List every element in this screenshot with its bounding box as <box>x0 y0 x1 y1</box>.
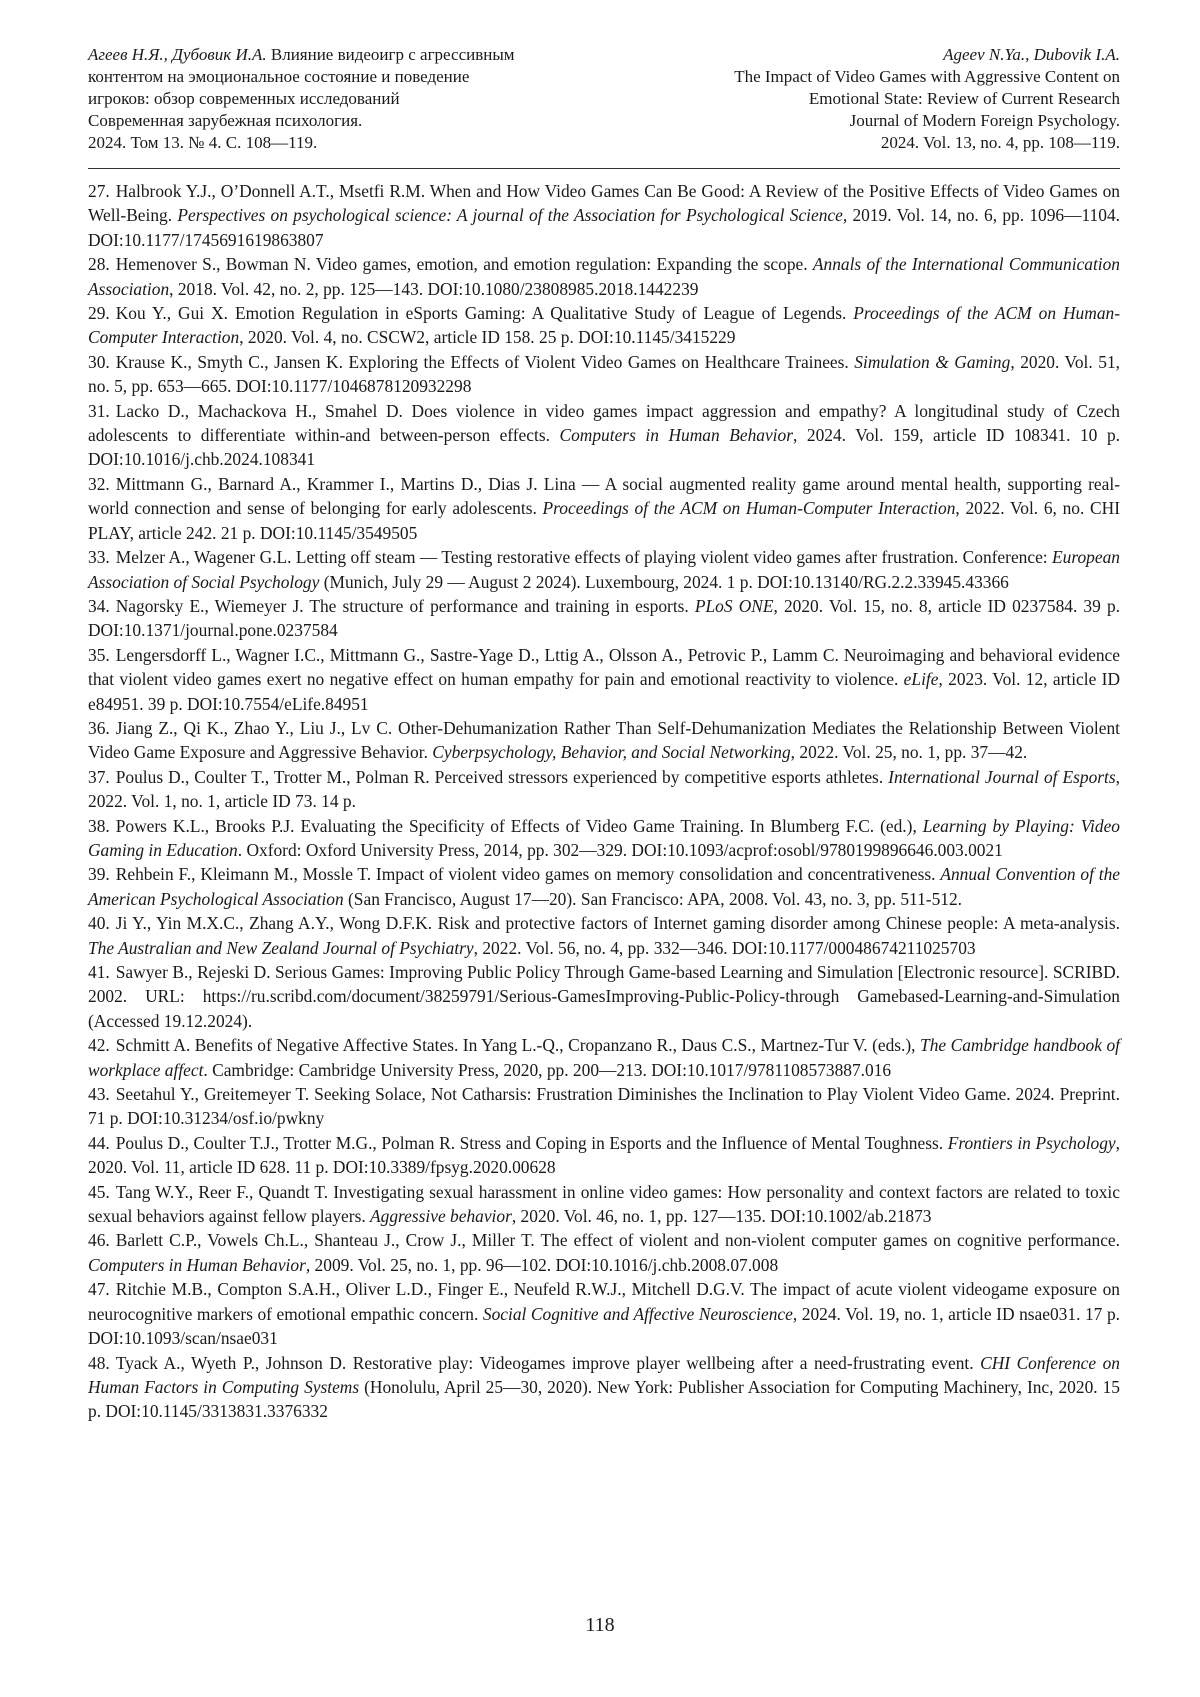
reference-text: Halbrook Y.J., O’Donnell A.T., Msetfi R.M. When and How Video Games Can Be Good: A Review of the Positive Effects of Video Games on Well-Being. <box>88 181 1120 225</box>
header-left-citation: 2024. Том 13. № 4. С. 108—119. <box>88 132 604 154</box>
reference-text: Melzer A., Wagener G.L. Letting off steam — Testing restorative effects of playing violent video games after frustration. Conference: <box>116 547 1052 567</box>
reference-item <box>88 301 1120 350</box>
page-number: 118 <box>0 1614 1200 1637</box>
reference-details: (San Francisco, August 17—20). San Francisco: APA, 2008. Vol. 43, no. 3, pp. 511-512. <box>344 889 962 909</box>
reference-text: Tyack A., Wyeth P., Johnson D. Restorative play: Videogames improve player wellbeing after a need-frustrating event. <box>116 1353 980 1373</box>
reference-details: . Oxford: Oxford University Press, 2014, pp. 302—329. DOI:10.1093/acprof:osobl/9780199896646.003.0021 <box>238 840 1003 860</box>
reference-number: 42. <box>88 1035 110 1055</box>
reference-text: Rehbein F., Kleimann M., Mossle T. Impact of violent video games on memory consolidation and concentrativeness. <box>116 864 941 884</box>
reference-details: , 2023. Vol. 12, article ID e84951. 39 p. DOI:10.7554/eLife.84951 <box>88 669 1120 713</box>
reference-item <box>88 350 1120 399</box>
reference-number: 47. <box>88 1279 110 1299</box>
reference-number: 37. <box>88 767 110 787</box>
reference-number: 29. <box>88 303 110 323</box>
reference-details: , 2009. Vol. 25, no. 1, pp. 96—102. DOI:10.1016/j.chb.2008.07.008 <box>306 1255 778 1275</box>
reference-item <box>88 594 1120 643</box>
header-left <box>88 44 604 154</box>
reference-source: European Association of Social Psychology <box>88 547 1120 591</box>
running-header <box>88 44 1120 154</box>
reference-text: Lengersdorff L., Wagner I.C., Mittmann G., Sastre-Yage D., Lttig A., Olsson A., Petrovic P., Lamm C. Neuroimaging and behavioral evidence that violent video games exert no negative effect on human empathy for pain and emotional reactivity to violence. <box>88 645 1120 689</box>
reference-text: Seetahul Y., Greitemeyer T. Seeking Solace, Not Catharsis: Frustration Diminishes the Inclination to Play Violent Video Game. 2024. Preprint. 71 p. DOI:10.31234/osf.io/pwkny <box>88 1084 1120 1128</box>
reference-details: , 2018. Vol. 42, no. 2, pp. 125—143. DOI:10.1080/23808985.2018.1442239 <box>169 279 698 299</box>
reference-item <box>88 1180 1120 1229</box>
header-rule <box>88 168 1120 169</box>
reference-details: , 2020. Vol. 51, no. 5, pp. 653—665. DOI:10.1177/1046878120932298 <box>88 352 1120 396</box>
reference-text: Ritchie M.B., Compton S.A.H., Oliver L.D., Finger E., Neufeld R.W.J., Mitchell D.G.V. The impact of acute violent videogame exposure on neurocognitive markers of emotional empathic concern. <box>88 1279 1120 1323</box>
header-left-line-1 <box>88 44 604 66</box>
reference-details: , 2020. Vol. 46, no. 1, pp. 127—135. DOI:10.1002/ab.21873 <box>512 1206 932 1226</box>
reference-item <box>88 765 1120 814</box>
reference-number: 46. <box>88 1230 110 1250</box>
reference-details: , 2020. Vol. 4, no. CSCW2, article ID 158. 25 p. DOI:10.1145/3415229 <box>239 327 735 347</box>
reference-list <box>88 179 1120 1424</box>
reference-number: 41. <box>88 962 110 982</box>
reference-number: 35. <box>88 645 110 665</box>
reference-source: Aggressive behavior <box>370 1206 512 1226</box>
reference-number: 43. <box>88 1084 110 1104</box>
reference-item <box>88 911 1120 960</box>
reference-source: Simulation & Gaming <box>854 352 1010 372</box>
reference-item <box>88 399 1120 472</box>
header-right-line-2: The Impact of Video Games with Aggressive Content on <box>604 66 1120 88</box>
reference-source: The Australian and New Zealand Journal of Psychiatry <box>88 938 474 958</box>
reference-details: , 2019. Vol. 14, no. 6, pp. 1096—1104. DOI:10.1177/1745691619863807 <box>88 205 1120 249</box>
reference-number: 30. <box>88 352 110 372</box>
reference-text: Kou Y., Gui X. Emotion Regulation in eSports Gaming: A Qualitative Study of League of Legends. <box>116 303 854 323</box>
reference-number: 34. <box>88 596 110 616</box>
reference-number: 27. <box>88 181 110 201</box>
reference-text: Powers K.L., Brooks P.J. Evaluating the Specificity of Effects of Video Game Training. In Blumberg F.C. (ed.), <box>116 816 923 836</box>
reference-item <box>88 862 1120 911</box>
reference-number: 40. <box>88 913 110 933</box>
reference-item <box>88 1351 1120 1424</box>
reference-item <box>88 814 1120 863</box>
page <box>88 44 1120 1424</box>
reference-details: , 2020. Vol. 11, article ID 628. 11 p. DOI:10.3389/fpsyg.2020.00628 <box>88 1133 1120 1177</box>
reference-details: (Munich, July 29 — August 2 2024). Luxembourg, 2024. 1 p. DOI:10.13140/RG.2.2.33945.43366 <box>319 572 1009 592</box>
reference-source: Annals of the International Communication Association <box>88 254 1120 298</box>
header-left-line-3: игроков: обзор современных исследований <box>88 88 604 110</box>
reference-details: , 2024. Vol. 19, no. 1, article ID nsae031. 17 p. DOI:10.1093/scan/nsae031 <box>88 1304 1120 1348</box>
reference-number: 38. <box>88 816 110 836</box>
reference-source: The Cambridge handbook of workplace affect <box>88 1035 1120 1079</box>
reference-details: , 2022. Vol. 25, no. 1, pp. 37—42. <box>791 742 1028 762</box>
reference-details: , 2022. Vol. 6, no. CHI PLAY, article 242. 21 p. DOI:10.1145/3549505 <box>88 498 1120 542</box>
reference-text: Tang W.Y., Reer F., Quandt T. Investigating sexual harassment in online video games: How personality and context factors are related to toxic sexual behaviors against fellow players. <box>88 1182 1120 1226</box>
reference-text: Lacko D., Machackova H., Smahel D. Does violence in video games impact aggression and empathy? A longitudinal study of Czech adolescents to differentiate within-and between-person effects. <box>88 401 1120 445</box>
reference-number: 39. <box>88 864 110 884</box>
reference-source: CHI Conference on Human Factors in Computing Systems <box>88 1353 1120 1397</box>
reference-source: PLoS ONE <box>695 596 774 616</box>
reference-source: Learning by Playing: Video Gaming in Education <box>88 816 1120 860</box>
reference-item <box>88 179 1120 252</box>
reference-source: Annual Convention of the American Psychological Association <box>88 864 1120 908</box>
reference-source: Perspectives on psychological science: A journal of the Association for Psychological Science <box>177 205 843 225</box>
reference-item <box>88 252 1120 301</box>
reference-text: Nagorsky E., Wiemeyer J. The structure of performance and training in esports. <box>116 596 695 616</box>
reference-text: Barlett C.P., Vowels Ch.L., Shanteau J., Crow J., Miller T. The effect of violent and non-violent computer games on cognitive performance. <box>116 1230 1120 1250</box>
reference-details: , 2020. Vol. 15, no. 8, article ID 0237584. 39 p. DOI:10.1371/journal.pone.0237584 <box>88 596 1120 640</box>
reference-source: Social Cognitive and Affective Neuroscience <box>483 1304 793 1324</box>
reference-details: (Honolulu, April 25—30, 2020). New York: Publisher Association for Computing Machinery, Inc, 2020. 15 p. DOI:10.1145/3313831.3376332 <box>88 1377 1120 1421</box>
header-left-journal: Современная зарубежная психология. <box>88 110 604 132</box>
header-left-line-2: контентом на эмоциональное состояние и поведение <box>88 66 604 88</box>
reference-details: , 2024. Vol. 159, article ID 108341. 10 p. DOI:10.1016/j.chb.2024.108341 <box>88 425 1120 469</box>
reference-source: Computers in Human Behavior <box>560 425 793 445</box>
reference-source: eLife <box>904 669 939 689</box>
reference-item <box>88 545 1120 594</box>
reference-details: . Cambridge: Cambridge University Press, 2020, pp. 200—213. DOI:10.1017/9781108573887.016 <box>203 1060 891 1080</box>
reference-source: International Journal of Esports <box>888 767 1115 787</box>
reference-number: 48. <box>88 1353 110 1373</box>
reference-item <box>88 643 1120 716</box>
header-right-authors: Ageev N.Ya., Dubovik I.A. <box>604 44 1120 66</box>
header-right-citation: 2024. Vol. 13, no. 4, pp. 108—119. <box>604 132 1120 154</box>
reference-text: Jiang Z., Qi K., Zhao Y., Liu J., Lv C. Other-Dehumanization Rather Than Self-Dehumanization Mediates the Relationship Between Violent Video Game Exposure and Aggressive Behavior. <box>88 718 1120 762</box>
reference-item <box>88 472 1120 545</box>
header-right <box>604 44 1120 154</box>
header-left-title: Влияние видеоигр с агрессивным <box>267 45 515 64</box>
reference-text: Mittmann G., Barnard A., Krammer I., Martins D., Dias J. Lina — A social augmented reality game around mental health, supporting real-world connection and sense of belonging for early adolescents. <box>88 474 1120 518</box>
reference-text: Hemenover S., Bowman N. Video games, emotion, and emotion regulation: Expanding the scope. <box>116 254 813 274</box>
reference-item <box>88 1131 1120 1180</box>
reference-text: Ji Y., Yin M.X.C., Zhang A.Y., Wong D.F.K. Risk and protective factors of Internet gaming disorder among Chinese people: A meta-analysis. <box>116 913 1120 933</box>
header-right-line-3: Emotional State: Review of Current Research <box>604 88 1120 110</box>
reference-source: Frontiers in Psychology <box>948 1133 1116 1153</box>
reference-source: Computers in Human Behavior <box>88 1255 306 1275</box>
reference-item <box>88 1228 1120 1277</box>
reference-item <box>88 1033 1120 1082</box>
reference-source: Cyberpsychology, Behavior, and Social Networking <box>432 742 790 762</box>
reference-number: 31. <box>88 401 110 421</box>
reference-text: Poulus D., Coulter T., Trotter M., Polman R. Perceived stressors experienced by competitive esports athletes. <box>116 767 888 787</box>
reference-source: Proceedings of the ACM on Human-Computer Interaction <box>543 498 956 518</box>
header-left-authors: Агеев Н.Я., Дубовик И.А. <box>88 45 267 64</box>
reference-number: 28. <box>88 254 110 274</box>
reference-item <box>88 1082 1120 1131</box>
reference-number: 32. <box>88 474 110 494</box>
reference-text: Krause K., Smyth C., Jansen K. Exploring the Effects of Violent Video Games on Healthcare Trainees. <box>116 352 855 372</box>
reference-item <box>88 1277 1120 1350</box>
header-right-journal: Journal of Modern Foreign Psychology. <box>604 110 1120 132</box>
reference-number: 33. <box>88 547 110 567</box>
reference-text: Schmitt A. Benefits of Negative Affective States. In Yang L.-Q., Cropanzano R., Daus C.S., Martnez-Tur V. (eds.), <box>116 1035 920 1055</box>
reference-number: 36. <box>88 718 110 738</box>
reference-number: 44. <box>88 1133 110 1153</box>
reference-details: , 2022. Vol. 1, no. 1, article ID 73. 14 p. <box>88 767 1120 811</box>
reference-text: Poulus D., Coulter T.J., Trotter M.G., Polman R. Stress and Coping in Esports and the Influence of Mental Toughness. <box>116 1133 948 1153</box>
reference-details: , 2022. Vol. 56, no. 4, pp. 332—346. DOI:10.1177/00048674211025703 <box>474 938 976 958</box>
reference-item <box>88 716 1120 765</box>
reference-text: Sawyer B., Rejeski D. Serious Games: Improving Public Policy Through Game-based Learning and Simulation [Electronic resource]. SCRIBD. 2002. URL: https://ru.scribd.com/document/38259791/Serious-GamesImproving-Public-Policy-through Gamebased-Learning-and-Simulation (Accessed 19.12.2024). <box>88 962 1120 1031</box>
reference-number: 45. <box>88 1182 110 1202</box>
reference-source: Proceedings of the ACM on Human-Computer Interaction <box>88 303 1120 347</box>
reference-item <box>88 960 1120 1033</box>
